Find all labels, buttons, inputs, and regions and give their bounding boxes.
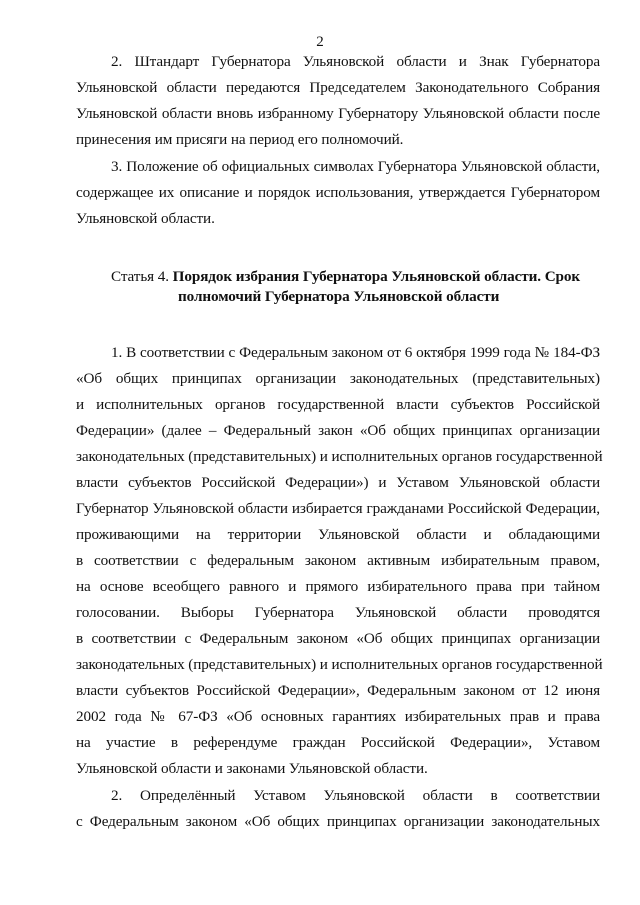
paragraph-line: на участие в референдуме граждан Российской Федерации», Уставом [76,734,600,751]
paragraph-line: с Федеральным законом «Об общих принципах организации законодательных [76,813,600,830]
paragraph-line: власти субъектов Российской Федерации») и Уставом Ульяновской области [76,474,600,491]
paragraph-line: «Об общих принципах организации законодательных (представительных) [76,370,600,387]
paragraph-line: и исполнительных органов государственной власти субъектов Российской [76,396,600,413]
paragraph-line: голосовании. Выборы Губернатора Ульяновской области проводятся [76,604,600,621]
paragraph-line: законодательных (представительных) и исполнительных органов государственной [76,448,603,465]
article-number: Статья 4. [111,268,169,285]
paragraph-line: 2. Штандарт Губернатора Ульяновской области и Знак Губернатора [111,53,600,70]
article-title: Порядок избрания Губернатора Ульяновской области. Срок [172,268,581,285]
paragraph-line: Губернатор Ульяновской области избирается гражданами Российской Федерации, [76,500,600,517]
paragraph-line: 1. В соответствии с Федеральным законом от 6 октября 1999 года № 184-ФЗ [111,344,600,361]
paragraph-line: в соответствии с федеральным законом активным избирательным правом, [76,552,600,569]
paragraph-line: на основе всеобщего равного и прямого избирательного права при тайном [76,578,600,595]
paragraph-line: в соответствии с Федеральным законом «Об общих принципах организации [76,630,600,647]
paragraph-line: проживающими на территории Ульяновской области и обладающими [76,526,600,543]
paragraph-line: Федерации» (далее – Федеральный закон «Об общих принципах организации [76,422,600,439]
paragraph-line: 2002 года № 67-ФЗ «Об основных гарантиях избирательных прав и права [76,708,600,725]
paragraph-line: Ульяновской области и законами Ульяновской области. [76,760,428,777]
paragraph-line: 3. Положение об официальных символах Губернатора Ульяновской области, [111,158,600,175]
paragraph-line: Ульяновской области вновь избранному Губернатору Ульяновской области после [76,105,600,122]
paragraph-line: законодательных (представительных) и исполнительных органов государственной [76,656,603,673]
paragraph-line: принесения им присяги на период его полномочий. [76,131,404,148]
article-heading-line [111,267,600,287]
paragraph-line: 2. Определённый Уставом Ульяновской области в соответствии [111,787,600,804]
article-title-continuation: полномочий Губернатора Ульяновской области [178,288,500,305]
paragraph-line: содержащее их описание и порядок использования, утверждается Губернатором [76,184,600,201]
page-number: 2 [316,34,324,50]
paragraph-line: Ульяновской области. [76,210,215,227]
paragraph-line: Ульяновской области передаются Председателем Законодательного Собрания [76,79,600,96]
paragraph-line: власти субъектов Российской Федерации», Федеральным законом от 12 июня [76,682,600,699]
